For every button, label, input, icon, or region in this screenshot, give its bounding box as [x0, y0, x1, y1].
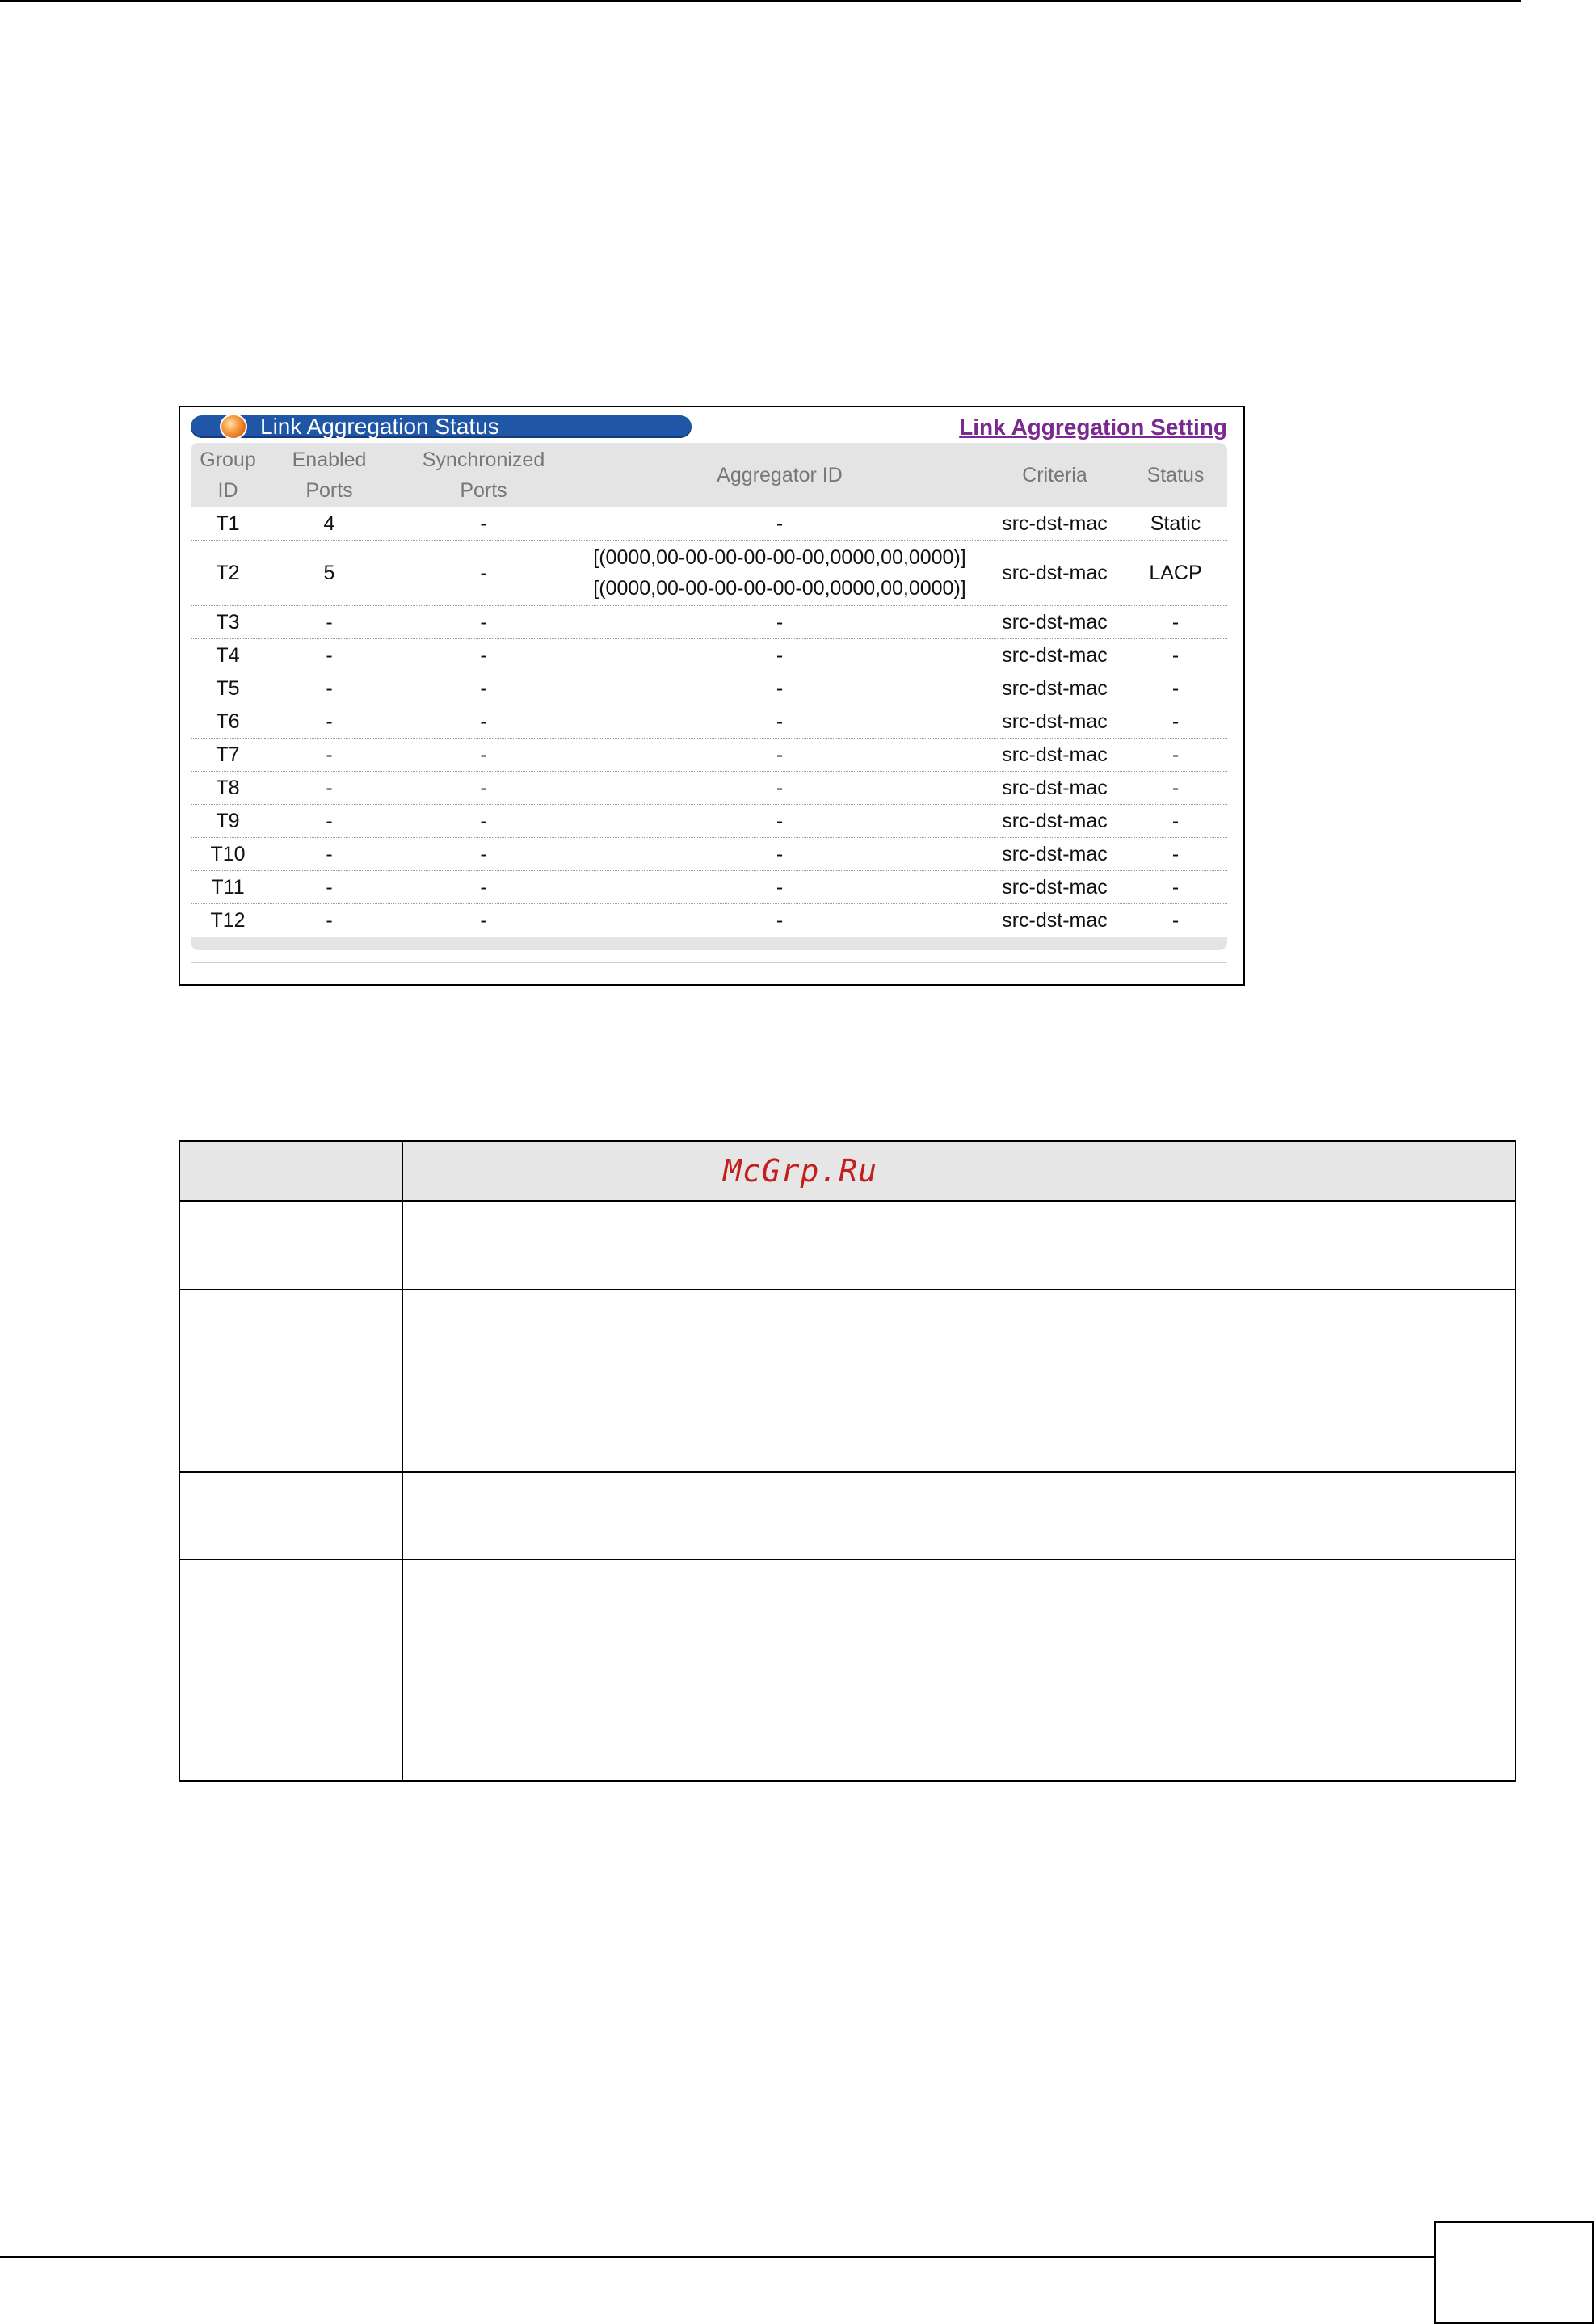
aggregator-id-line: -	[776, 512, 784, 535]
cell-synchronized-ports: -	[393, 672, 574, 705]
cell-synchronized-ports: -	[393, 507, 574, 541]
cell-aggregator-id	[574, 507, 986, 541]
cell-group-id: T11	[191, 871, 265, 904]
panel-bottom-divider	[191, 962, 1227, 963]
aggregator-id-line: -	[776, 777, 784, 799]
col-header-line: Ports	[305, 479, 353, 502]
cell-enabled-ports: -	[265, 838, 393, 871]
cell-status: -	[1124, 705, 1227, 739]
aggregator-id-line: -	[776, 909, 784, 932]
cell-status: -	[1124, 871, 1227, 904]
cell-group-id: T1	[191, 507, 265, 541]
cell-group-id: T5	[191, 672, 265, 705]
cell-criteria: src-dst-mac	[986, 705, 1124, 739]
cell-criteria: src-dst-mac	[986, 739, 1124, 772]
col-header-line: ID	[217, 479, 238, 502]
cell-group-id: T8	[191, 772, 265, 805]
cell-synchronized-ports: -	[393, 739, 574, 772]
description-table-column-divider	[402, 1142, 403, 1780]
cell-criteria: src-dst-mac	[986, 838, 1124, 871]
page-number-box	[1434, 2221, 1594, 2324]
aggregator-id-line: -	[776, 611, 784, 634]
cell-aggregator-id	[574, 672, 986, 705]
col-header-line: Ports	[460, 479, 507, 502]
watermark: McGrp.Ru	[723, 1153, 878, 1189]
cell-enabled-ports: 4	[265, 507, 393, 541]
cell-enabled-ports: -	[265, 739, 393, 772]
cell-group-id: T6	[191, 705, 265, 739]
cell-enabled-ports: -	[265, 805, 393, 838]
cell-status: -	[1124, 904, 1227, 937]
status-table	[191, 443, 1227, 937]
cell-status: -	[1124, 672, 1227, 705]
col-header-line: Group	[200, 448, 256, 471]
col-header-line: Synchronized	[422, 448, 545, 471]
status-table-body	[191, 507, 1227, 937]
cell-aggregator-id	[574, 904, 986, 937]
cell-criteria: src-dst-mac	[986, 672, 1124, 705]
cell-group-id: T3	[191, 606, 265, 639]
cell-enabled-ports: -	[265, 705, 393, 739]
aggregator-id-line: -	[776, 810, 784, 832]
cell-synchronized-ports: -	[393, 838, 574, 871]
link-aggregation-setting-link[interactable]: Link Aggregation Setting	[959, 415, 1227, 440]
aggregator-id-line: [(0000,00-00-00-00-00-00,0000,00,0000)]	[593, 577, 966, 600]
panel-header	[191, 415, 1227, 440]
title-bar	[191, 415, 692, 438]
cell-group-id: T7	[191, 739, 265, 772]
cell-criteria: src-dst-mac	[986, 606, 1124, 639]
col-header-aggregator-id: Aggregator ID	[717, 464, 843, 486]
footer-rule	[0, 2256, 1435, 2258]
table-row	[191, 507, 1227, 541]
table-row	[191, 871, 1227, 904]
description-table-row-divider	[180, 1471, 1515, 1473]
cell-criteria: src-dst-mac	[986, 541, 1124, 606]
aggregator-id-line: -	[776, 876, 784, 899]
cell-status: Static	[1124, 507, 1227, 541]
cell-enabled-ports: -	[265, 639, 393, 672]
aggregator-id-line: -	[776, 743, 784, 766]
cell-criteria: src-dst-mac	[986, 507, 1124, 541]
cell-status: -	[1124, 639, 1227, 672]
cell-aggregator-id	[574, 739, 986, 772]
aggregator-id-line: -	[776, 644, 784, 667]
aggregator-id-line: -	[776, 677, 784, 700]
cell-aggregator-id	[574, 772, 986, 805]
cell-status: -	[1124, 805, 1227, 838]
cell-synchronized-ports: -	[393, 871, 574, 904]
cell-aggregator-id	[574, 805, 986, 838]
orange-ball-icon	[220, 414, 247, 440]
cell-synchronized-ports: -	[393, 772, 574, 805]
cell-criteria: src-dst-mac	[986, 639, 1124, 672]
table-row	[191, 705, 1227, 739]
table-header-row	[191, 443, 1227, 507]
cell-synchronized-ports: -	[393, 541, 574, 606]
cell-status: -	[1124, 739, 1227, 772]
panel-title: Link Aggregation Status	[260, 414, 499, 439]
cell-synchronized-ports: -	[393, 904, 574, 937]
cell-status: -	[1124, 772, 1227, 805]
cell-status: LACP	[1124, 541, 1227, 606]
table-row	[191, 904, 1227, 937]
cell-aggregator-id	[574, 541, 986, 606]
cell-criteria: src-dst-mac	[986, 772, 1124, 805]
table-row	[191, 838, 1227, 871]
description-table	[179, 1140, 1516, 1782]
cell-synchronized-ports: -	[393, 606, 574, 639]
status-table-container	[191, 443, 1227, 950]
table-row	[191, 639, 1227, 672]
cell-aggregator-id	[574, 705, 986, 739]
cell-group-id: T4	[191, 639, 265, 672]
cell-enabled-ports: 5	[265, 541, 393, 606]
cell-group-id: T12	[191, 904, 265, 937]
cell-aggregator-id	[574, 871, 986, 904]
table-row	[191, 739, 1227, 772]
col-header-criteria: Criteria	[1022, 464, 1087, 486]
cell-criteria: src-dst-mac	[986, 904, 1124, 937]
cell-status: -	[1124, 838, 1227, 871]
aggregator-id-line: -	[776, 843, 784, 865]
cell-status: -	[1124, 606, 1227, 639]
col-header-enabled-ports	[265, 443, 393, 507]
aggregator-id-line: -	[776, 710, 784, 733]
col-header-group-id	[191, 443, 265, 507]
cell-enabled-ports: -	[265, 772, 393, 805]
aggregator-id-line: [(0000,00-00-00-00-00-00,0000,00,0000)]	[593, 546, 966, 569]
description-table-row-divider	[180, 1559, 1515, 1560]
cell-synchronized-ports: -	[393, 639, 574, 672]
table-row	[191, 606, 1227, 639]
cell-aggregator-id	[574, 838, 986, 871]
page-top-rule	[0, 0, 1521, 2]
col-header-line: Enabled	[292, 448, 367, 471]
cell-enabled-ports: -	[265, 606, 393, 639]
cell-aggregator-id	[574, 606, 986, 639]
cell-aggregator-id	[574, 639, 986, 672]
col-header-synchronized-ports	[393, 443, 574, 507]
link-aggregation-status-screenshot	[179, 406, 1245, 986]
cell-enabled-ports: -	[265, 904, 393, 937]
description-table-row-divider	[180, 1289, 1515, 1290]
cell-synchronized-ports: -	[393, 705, 574, 739]
cell-criteria: src-dst-mac	[986, 805, 1124, 838]
table-row	[191, 541, 1227, 606]
table-row	[191, 672, 1227, 705]
col-header-status: Status	[1146, 464, 1205, 486]
cell-criteria: src-dst-mac	[986, 871, 1124, 904]
table-row	[191, 805, 1227, 838]
cell-enabled-ports: -	[265, 672, 393, 705]
cell-group-id: T9	[191, 805, 265, 838]
table-row	[191, 772, 1227, 805]
cell-group-id: T10	[191, 838, 265, 871]
cell-enabled-ports: -	[265, 871, 393, 904]
cell-synchronized-ports: -	[393, 805, 574, 838]
cell-group-id: T2	[191, 541, 265, 606]
